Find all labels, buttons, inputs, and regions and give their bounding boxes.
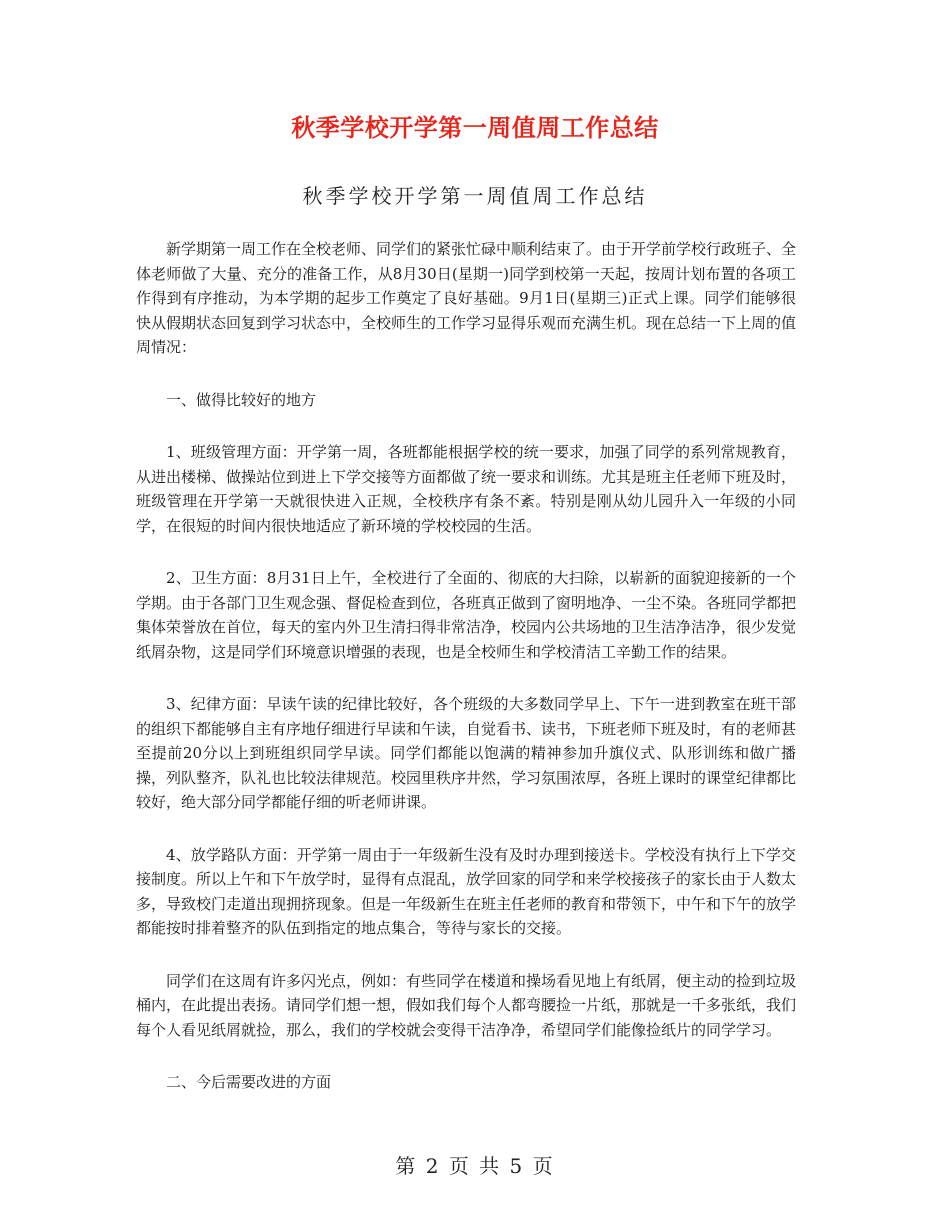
paragraph-discipline: 3、纪律方面：早读午读的纪律比较好，各个班级的大多数同学早上、下午一进到教室在班干部的组织下都能够自主有序地仔细进行早读和午读，自觉看书、读书，下班老师下班及时，有的老师甚至提前20分以上到班组织同学早读。同学们都能以饱满的精神参加升旗仪式、队形训练和做广播操，列队整齐，队礼也比较法律规范。校园里秩序井然，学习氛围浓厚，各班上课时的课堂纪律都比较好，绝大部分同学都能仔细的听老师讲课。 — [136, 695, 797, 811]
paragraph-intro: 新学期第一周工作在全校老师、同学们的紧张忙碌中顺利结束了。由于开学前学校行政班子、全体老师做了大量、充分的准备工作，从8月30日(星期一)同学到校第一天起，按周计划布置的各项工作得到有序推动，为本学期的起步工作奠定了良好基础。9月1日(星期三)正式上课。同学们能够很快从假期状态回复到学习状态中，全校师生的工作学习显得乐观而充满生机。现在总结一下上周的值周情况： — [136, 240, 797, 356]
section-heading-good-points: 一、做得比较好的地方 — [166, 390, 317, 409]
paragraph-class-management: 1、班级管理方面：开学第一周，各班都能根据学校的统一要求，加强了同学的系列常规教育，从进出楼梯、做操站位到进上下学交接等方面都做了统一要求和训练。尤其是班主任老师下班及时，班级管理在开学第一天就很快进入正规，全校秩序有条不紊。特别是刚从幼儿园升入一年级的小同学，在很短的时间内很快地适应了新环境的学校校园的生活。 — [136, 443, 797, 535]
paragraph-highlights: 同学们在这周有许多闪光点，例如：有些同学在楼道和操场看见地上有纸屑，便主动的捡到垃圾桶内，在此提出表扬。请同学们想一想，假如我们每个人都弯腰捡一片纸，那就是一千多张纸，我们每个人看见纸屑就捡，那么，我们的学校就会变得干洁净净，希望同学们能像捡纸片的同学学习。 — [136, 971, 797, 1039]
page-number-footer: 第 2 页 共 5 页 — [395, 1154, 555, 1178]
paragraph-dismissal: 4、放学路队方面：开学第一周由于一年级新生没有及时办理到接送卡。学校没有执行上下学交接制度。所以上午和下午放学时，显得有点混乱，放学回家的同学和来学校接孩子的家长由于人数太多，导致校门走道出现拥挤现象。但是一年级新生在班主任老师的教育和带领下，中午和下午的放学都能按时排着整齐的队伍到指定的地点集合，等待与家长的交接。 — [136, 845, 797, 937]
document-subtitle: 秋季学校开学第一周值周工作总结 — [302, 184, 648, 208]
paragraph-hygiene: 2、卫生方面：8月31日上午，全校进行了全面的、彻底的大扫除，以崭新的面貌迎接新的一个学期。由于各部门卫生观念强、督促检查到位，各班真正做到了窗明地净、一尘不染。各班同学都把集体荣誉放在首位，每天的室内外卫生清扫得非常洁净，校园内公共场地的卫生洁净洁净，很少发觉纸屑杂物，这是同学们环境意识增强的表现，也是全校师生和学校清洁工辛勤工作的结果。 — [136, 569, 797, 661]
document-body — [136, 237, 796, 1123]
document-title: 秋季学校开学第一周值周工作总结 — [291, 114, 659, 142]
section-heading-improvements: 二、今后需要改进的方面 — [166, 1073, 332, 1091]
